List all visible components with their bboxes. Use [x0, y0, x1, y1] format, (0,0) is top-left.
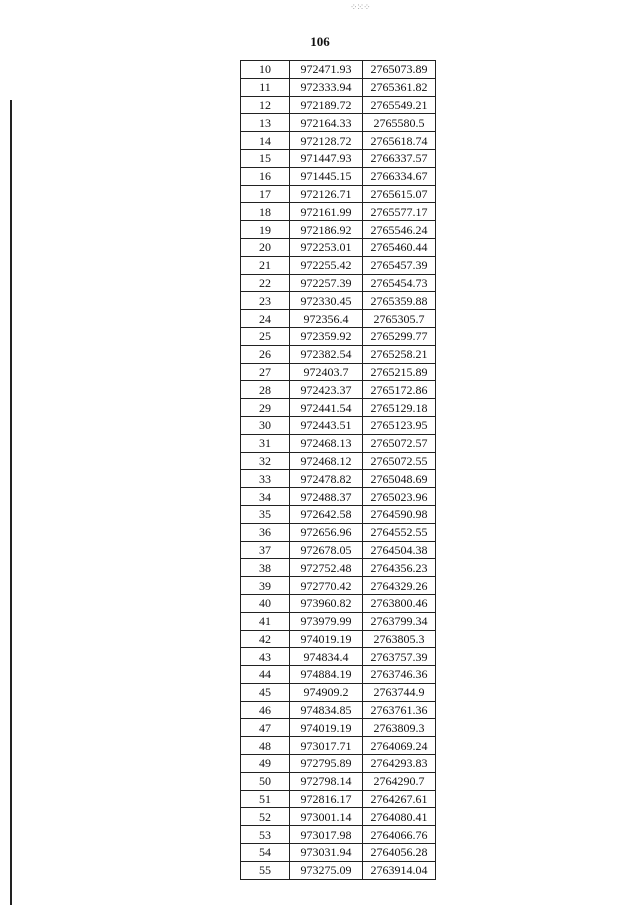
y-coordinate-cell: 2765618.74: [363, 132, 436, 150]
point-number-cell: 48: [241, 737, 290, 755]
point-number-cell: 31: [241, 434, 290, 452]
y-coordinate-cell: 2765172.86: [363, 381, 436, 399]
table-row: [241, 577, 436, 595]
point-number-cell: 16: [241, 167, 290, 185]
table-row: [241, 203, 436, 221]
y-coordinate-cell: 2764069.24: [363, 737, 436, 755]
point-number-cell: 55: [241, 861, 290, 879]
point-number-cell: 18: [241, 203, 290, 221]
point-number-cell: 35: [241, 505, 290, 523]
point-number-cell: 10: [241, 61, 290, 79]
y-coordinate-cell: 2764267.61: [363, 790, 436, 808]
x-coordinate-cell: 972356.4: [290, 310, 363, 328]
y-coordinate-cell: 2763744.9: [363, 683, 436, 701]
table-body: [241, 61, 436, 880]
y-coordinate-cell: 2764552.55: [363, 523, 436, 541]
point-number-cell: 43: [241, 648, 290, 666]
left-margin-rule: [10, 100, 12, 905]
table-row: [241, 719, 436, 737]
y-coordinate-cell: 2765359.88: [363, 292, 436, 310]
point-number-cell: 42: [241, 630, 290, 648]
y-coordinate-cell: 2764080.41: [363, 808, 436, 826]
x-coordinate-cell: 972382.54: [290, 345, 363, 363]
table-row: [241, 826, 436, 844]
x-coordinate-cell: 972403.7: [290, 363, 363, 381]
point-number-cell: 51: [241, 790, 290, 808]
x-coordinate-cell: 972443.51: [290, 416, 363, 434]
y-coordinate-cell: 2765460.44: [363, 238, 436, 256]
table-row: [241, 416, 436, 434]
table-row: [241, 861, 436, 879]
point-number-cell: 45: [241, 683, 290, 701]
x-coordinate-cell: 972798.14: [290, 772, 363, 790]
y-coordinate-cell: 2765129.18: [363, 399, 436, 417]
point-number-cell: 13: [241, 114, 290, 132]
y-coordinate-cell: 2763761.36: [363, 701, 436, 719]
y-coordinate-cell: 2765299.77: [363, 327, 436, 345]
point-number-cell: 14: [241, 132, 290, 150]
x-coordinate-cell: 972257.39: [290, 274, 363, 292]
x-coordinate-cell: 973017.98: [290, 826, 363, 844]
table-row: [241, 488, 436, 506]
table-row: [241, 737, 436, 755]
point-number-cell: 29: [241, 399, 290, 417]
point-number-cell: 38: [241, 559, 290, 577]
point-number-cell: 40: [241, 594, 290, 612]
x-coordinate-cell: 973275.09: [290, 861, 363, 879]
y-coordinate-cell: 2765123.95: [363, 416, 436, 434]
point-number-cell: 15: [241, 149, 290, 167]
table-row: [241, 630, 436, 648]
x-coordinate-cell: 974834.85: [290, 701, 363, 719]
y-coordinate-cell: 2765546.24: [363, 221, 436, 239]
x-coordinate-cell: 972255.42: [290, 256, 363, 274]
table-row: [241, 363, 436, 381]
x-coordinate-cell: 972795.89: [290, 755, 363, 773]
y-coordinate-cell: 2765072.57: [363, 434, 436, 452]
point-number-cell: 17: [241, 185, 290, 203]
y-coordinate-cell: 2763746.36: [363, 666, 436, 684]
y-coordinate-cell: 2765580.5: [363, 114, 436, 132]
point-number-cell: 30: [241, 416, 290, 434]
y-coordinate-cell: 2764066.76: [363, 826, 436, 844]
table-row: [241, 541, 436, 559]
point-number-cell: 46: [241, 701, 290, 719]
y-coordinate-cell: 2765361.82: [363, 78, 436, 96]
x-coordinate-cell: 972126.71: [290, 185, 363, 203]
point-number-cell: 34: [241, 488, 290, 506]
table-row: [241, 274, 436, 292]
table-row: [241, 167, 436, 185]
x-coordinate-cell: 972642.58: [290, 505, 363, 523]
table-row: [241, 523, 436, 541]
x-coordinate-cell: 972816.17: [290, 790, 363, 808]
point-number-cell: 12: [241, 96, 290, 114]
table-row: [241, 327, 436, 345]
point-number-cell: 20: [241, 238, 290, 256]
x-coordinate-cell: 972186.92: [290, 221, 363, 239]
x-coordinate-cell: 972678.05: [290, 541, 363, 559]
table-row: [241, 755, 436, 773]
y-coordinate-cell: 2766337.57: [363, 149, 436, 167]
point-number-cell: 25: [241, 327, 290, 345]
y-coordinate-cell: 2766334.67: [363, 167, 436, 185]
table-row: [241, 61, 436, 79]
point-number-cell: 47: [241, 719, 290, 737]
table-row: [241, 666, 436, 684]
x-coordinate-cell: 972164.33: [290, 114, 363, 132]
point-number-cell: 54: [241, 844, 290, 862]
y-coordinate-cell: 2765072.55: [363, 452, 436, 470]
x-coordinate-cell: 971447.93: [290, 149, 363, 167]
point-number-cell: 41: [241, 612, 290, 630]
point-number-cell: 22: [241, 274, 290, 292]
point-number-cell: 44: [241, 666, 290, 684]
point-number-cell: 53: [241, 826, 290, 844]
y-coordinate-cell: 2764504.38: [363, 541, 436, 559]
table-row: [241, 256, 436, 274]
point-number-cell: 24: [241, 310, 290, 328]
point-number-cell: 11: [241, 78, 290, 96]
table-row: [241, 594, 436, 612]
x-coordinate-cell: 972770.42: [290, 577, 363, 595]
point-number-cell: 21: [241, 256, 290, 274]
x-coordinate-cell: 973979.99: [290, 612, 363, 630]
x-coordinate-cell: 972189.72: [290, 96, 363, 114]
point-number-cell: 32: [241, 452, 290, 470]
y-coordinate-cell: 2764590.98: [363, 505, 436, 523]
table-row: [241, 683, 436, 701]
point-number-cell: 39: [241, 577, 290, 595]
x-coordinate-cell: 973031.94: [290, 844, 363, 862]
table-row: [241, 452, 436, 470]
table-row: [241, 114, 436, 132]
y-coordinate-cell: 2764356.23: [363, 559, 436, 577]
page-number: 106: [310, 34, 330, 49]
x-coordinate-cell: 972359.92: [290, 327, 363, 345]
point-number-cell: 23: [241, 292, 290, 310]
y-coordinate-cell: 2765073.89: [363, 61, 436, 79]
x-coordinate-cell: 972468.13: [290, 434, 363, 452]
x-coordinate-cell: 974019.19: [290, 630, 363, 648]
y-coordinate-cell: 2765457.39: [363, 256, 436, 274]
y-coordinate-cell: 2765258.21: [363, 345, 436, 363]
point-number-cell: 26: [241, 345, 290, 363]
table-row: [241, 612, 436, 630]
table-row: [241, 470, 436, 488]
x-coordinate-cell: 974884.19: [290, 666, 363, 684]
point-number-cell: 27: [241, 363, 290, 381]
table-row: [241, 292, 436, 310]
x-coordinate-cell: 974909.2: [290, 683, 363, 701]
x-coordinate-cell: 972330.45: [290, 292, 363, 310]
y-coordinate-cell: 2763757.39: [363, 648, 436, 666]
x-coordinate-cell: 972468.12: [290, 452, 363, 470]
point-number-cell: 52: [241, 808, 290, 826]
y-coordinate-cell: 2764329.26: [363, 577, 436, 595]
table-row: [241, 399, 436, 417]
y-coordinate-cell: 2765615.07: [363, 185, 436, 203]
x-coordinate-cell: 972471.93: [290, 61, 363, 79]
y-coordinate-cell: 2763805.3: [363, 630, 436, 648]
x-coordinate-cell: 971445.15: [290, 167, 363, 185]
x-coordinate-cell: 972488.37: [290, 488, 363, 506]
y-coordinate-cell: 2764056.28: [363, 844, 436, 862]
x-coordinate-cell: 972253.01: [290, 238, 363, 256]
table-row: [241, 505, 436, 523]
y-coordinate-cell: 2763800.46: [363, 594, 436, 612]
y-coordinate-cell: 2763799.34: [363, 612, 436, 630]
point-number-cell: 28: [241, 381, 290, 399]
table-row: [241, 310, 436, 328]
point-number-cell: 19: [241, 221, 290, 239]
point-number-cell: 50: [241, 772, 290, 790]
y-coordinate-cell: 2765549.21: [363, 96, 436, 114]
x-coordinate-cell: 972161.99: [290, 203, 363, 221]
point-number-cell: 37: [241, 541, 290, 559]
x-coordinate-cell: 973960.82: [290, 594, 363, 612]
table-row: [241, 96, 436, 114]
y-coordinate-cell: 2765215.89: [363, 363, 436, 381]
scan-artifact: ⁘⁙⁘: [350, 2, 370, 12]
y-coordinate-cell: 2765048.69: [363, 470, 436, 488]
table-row: [241, 559, 436, 577]
y-coordinate-cell: 2765023.96: [363, 488, 436, 506]
table-row: [241, 772, 436, 790]
x-coordinate-cell: 972656.96: [290, 523, 363, 541]
x-coordinate-cell: 972423.37: [290, 381, 363, 399]
x-coordinate-cell: 973001.14: [290, 808, 363, 826]
table-row: [241, 790, 436, 808]
x-coordinate-cell: 972333.94: [290, 78, 363, 96]
table-row: [241, 808, 436, 826]
y-coordinate-cell: 2764290.7: [363, 772, 436, 790]
table-row: [241, 345, 436, 363]
y-coordinate-cell: 2765577.17: [363, 203, 436, 221]
coordinates-table: [240, 60, 436, 880]
y-coordinate-cell: 2763809.3: [363, 719, 436, 737]
x-coordinate-cell: 972478.82: [290, 470, 363, 488]
table-row: [241, 434, 436, 452]
y-coordinate-cell: 2763914.04: [363, 861, 436, 879]
table-row: [241, 221, 436, 239]
table-row: [241, 648, 436, 666]
x-coordinate-cell: 972752.48: [290, 559, 363, 577]
table-row: [241, 381, 436, 399]
y-coordinate-cell: 2765454.73: [363, 274, 436, 292]
point-number-cell: 49: [241, 755, 290, 773]
x-coordinate-cell: 974019.19: [290, 719, 363, 737]
y-coordinate-cell: 2764293.83: [363, 755, 436, 773]
x-coordinate-cell: 974834.4: [290, 648, 363, 666]
x-coordinate-cell: 972128.72: [290, 132, 363, 150]
point-number-cell: 33: [241, 470, 290, 488]
table-row: [241, 78, 436, 96]
x-coordinate-cell: 973017.71: [290, 737, 363, 755]
table-row: [241, 149, 436, 167]
table-row: [241, 132, 436, 150]
table-row: [241, 701, 436, 719]
point-number-cell: 36: [241, 523, 290, 541]
y-coordinate-cell: 2765305.7: [363, 310, 436, 328]
table-row: [241, 238, 436, 256]
table-row: [241, 844, 436, 862]
table-row: [241, 185, 436, 203]
x-coordinate-cell: 972441.54: [290, 399, 363, 417]
